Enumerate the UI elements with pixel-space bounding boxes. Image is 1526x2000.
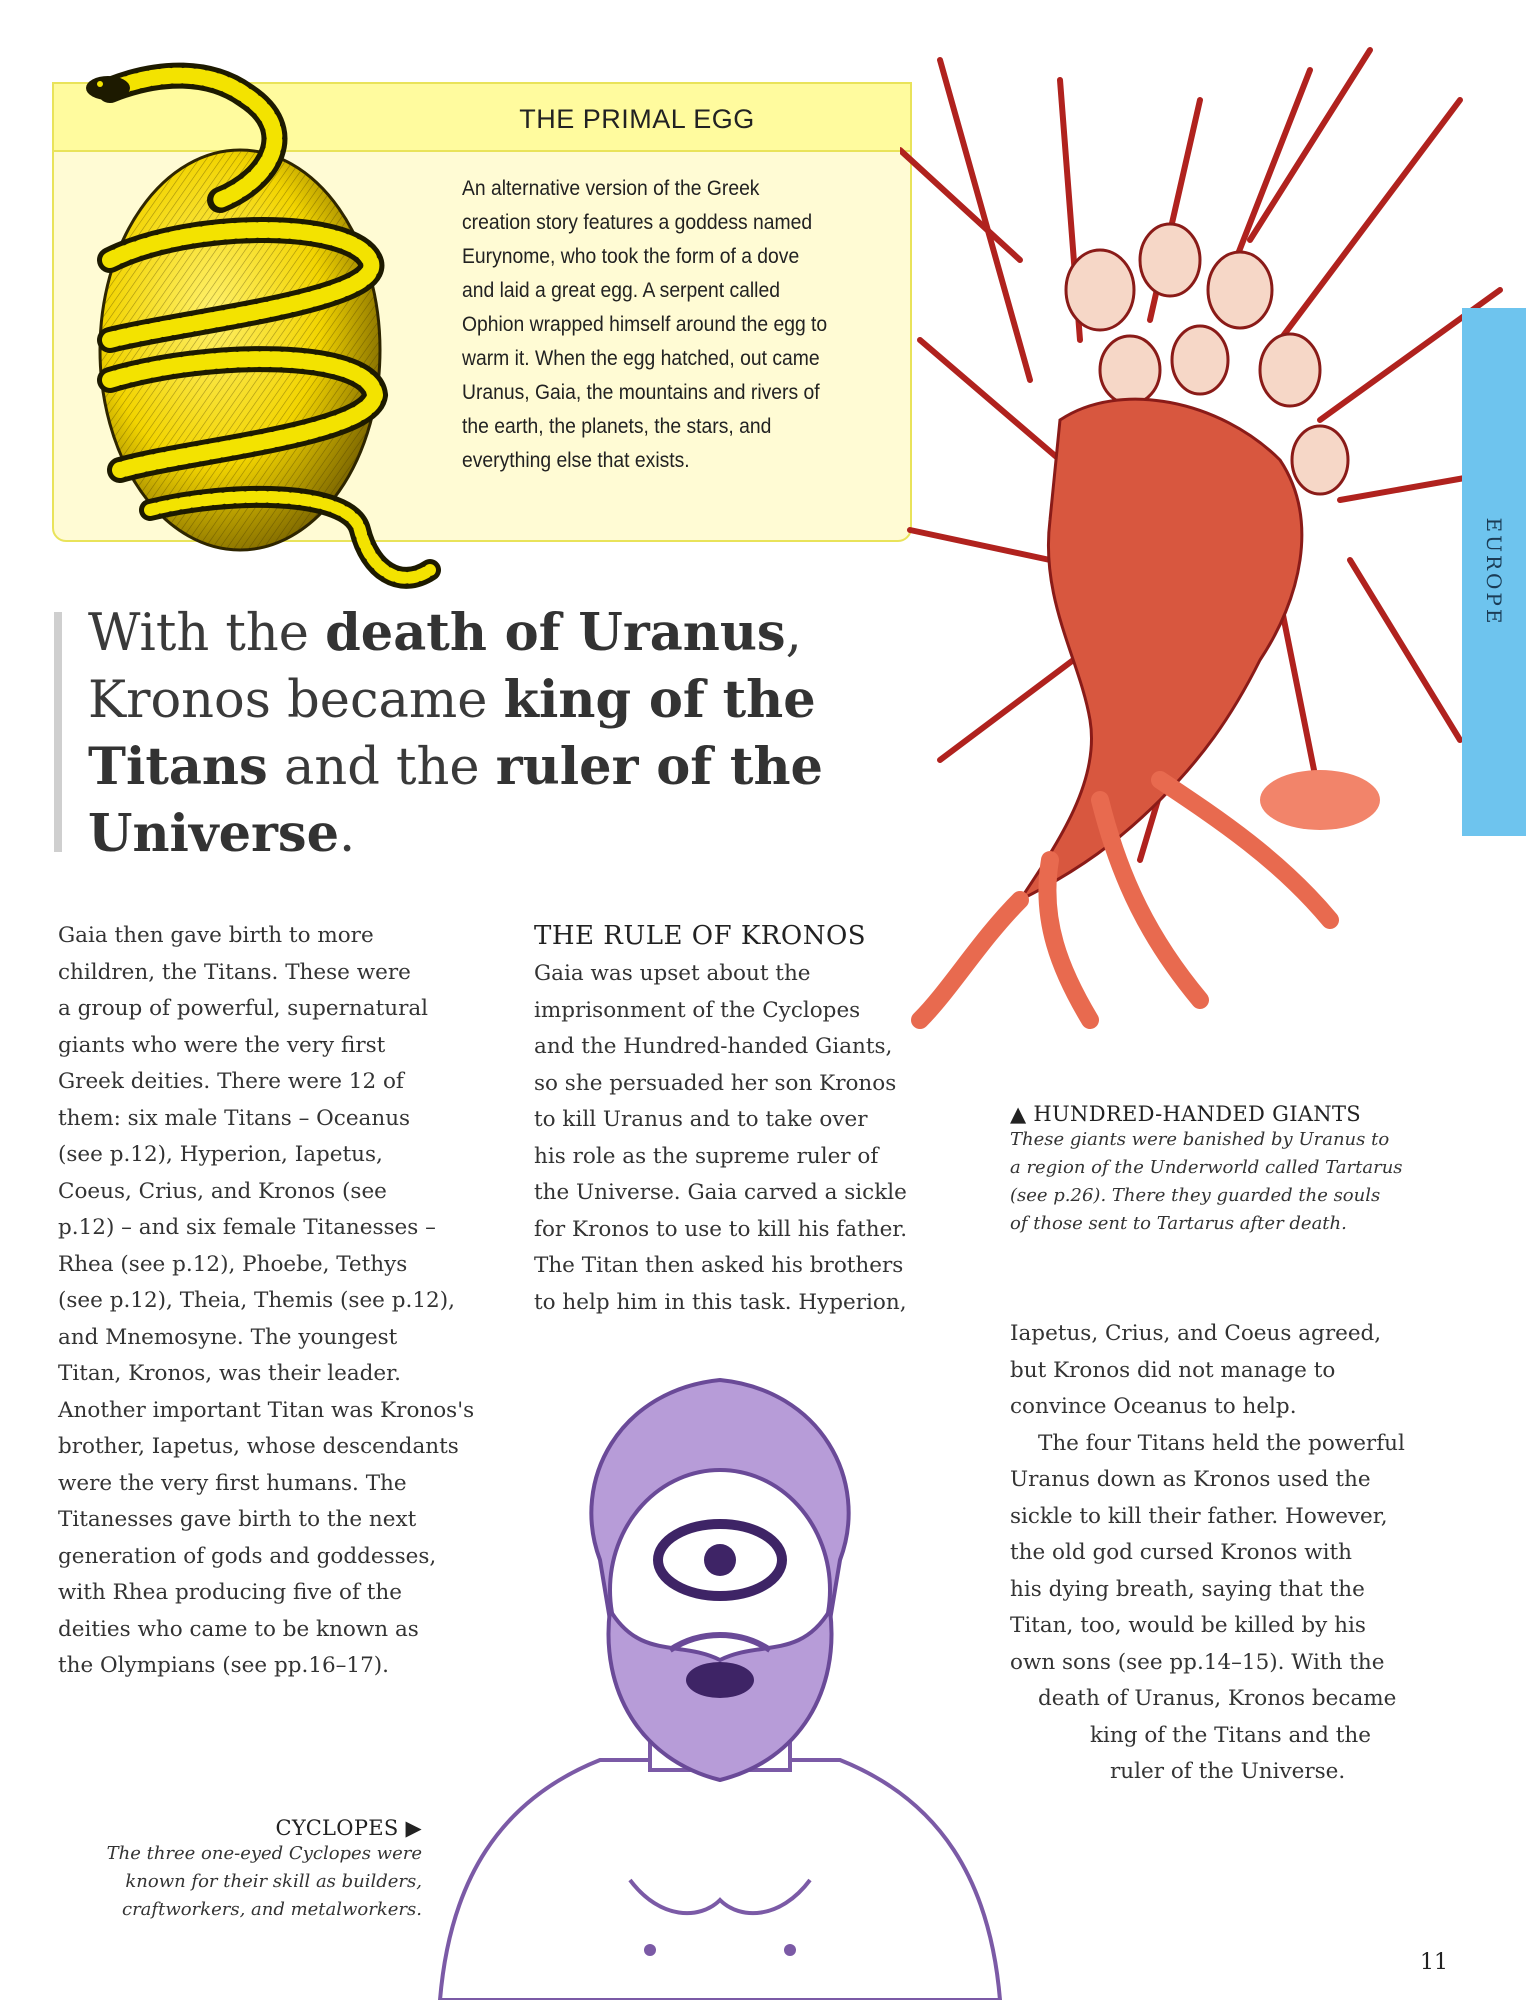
- body-line: imprisonment of the Cyclopes: [534, 997, 861, 1023]
- body-line: Another important Titan was Kronos's: [58, 1397, 475, 1423]
- pull-quote-text: , Kronos became: [88, 604, 802, 730]
- body-line: (see p.12), Theia, Themis (see p.12),: [58, 1288, 455, 1313]
- giants-caption-title: ▲ HUNDRED-HANDED GIANTS: [1010, 1102, 1361, 1126]
- pull-quote-text: and the: [267, 738, 496, 797]
- body-line: deities who came to be known as: [58, 1616, 419, 1642]
- primal-egg-line: creation story features a goddess named: [462, 211, 813, 234]
- body-line: Gaia then gave birth to more: [58, 923, 374, 948]
- body-line: convince Oceanus to help.: [1010, 1394, 1297, 1419]
- pull-quote-emphasis: king of the Titans: [88, 670, 816, 797]
- body-line: so she persuaded her son Kronos: [534, 1070, 897, 1096]
- primal-egg-line: the earth, the planets, the stars, and: [462, 415, 772, 438]
- pull-quote-bar: [54, 612, 62, 852]
- primal-egg-line: warm it. When the egg hatched, out came: [462, 347, 820, 370]
- body-line: and the Hundred-handed Giants,: [534, 1034, 893, 1059]
- body-line: for Kronos to use to kill his father.: [534, 1216, 908, 1242]
- body-line: ruler of the Universe.: [1110, 1759, 1346, 1784]
- section-tab-label: EUROPE: [1482, 517, 1506, 627]
- body-line: the old god cursed Kronos with: [1010, 1540, 1352, 1565]
- section-heading: THE RULE OF KRONOS: [534, 921, 867, 951]
- body-line: his role as the supreme ruler of: [534, 1143, 879, 1169]
- caption-line: The three one-eyed Cyclopes were: [106, 1843, 422, 1864]
- primal-egg-text: [462, 172, 839, 478]
- hundred-handed-giants-illustration: [900, 40, 1526, 1080]
- body-line: with Rhea producing five of the: [58, 1580, 402, 1605]
- body-line: and Mnemosyne. The youngest: [58, 1324, 398, 1350]
- primal-egg-title: THE PRIMAL EGG: [519, 104, 755, 134]
- cyclopes-caption-text: [70, 1840, 422, 1924]
- pull-quote-emphasis: death of Uranus: [325, 603, 786, 663]
- cyclops-body-shape: [440, 1760, 1000, 2000]
- giant-body-shape: [1020, 399, 1302, 900]
- body-line: death of Uranus, Kronos became: [1038, 1686, 1397, 1711]
- body-line: king of the Titans and the: [1090, 1722, 1371, 1748]
- giants-caption-text: [1010, 1126, 1470, 1238]
- body-line: Titan, too, would be killed by his: [1010, 1613, 1366, 1638]
- cyclops-illustration: [400, 1360, 1040, 2000]
- body-line: Greek deities. There were 12 of: [58, 1069, 404, 1094]
- caption-line: These giants were banished by Uranus to: [1010, 1129, 1390, 1150]
- pull-quote-text: With the: [88, 604, 326, 663]
- body-line: were the very first humans. The: [58, 1470, 407, 1496]
- body-line: The Titan then asked his brothers: [534, 1253, 904, 1278]
- primal-egg-line: Ophion wrapped himself around the egg to: [462, 313, 828, 336]
- caption-line: craftworkers, and metalworkers.: [122, 1899, 422, 1920]
- primal-egg-line: Uranus, Gaia, the mountains and rivers of: [462, 381, 820, 404]
- primal-egg-line: Eurynome, who took the form of a dove: [462, 245, 800, 268]
- primal-egg-line: and laid a great egg. A serpent called: [462, 279, 780, 302]
- giants-caption: [1010, 1102, 1470, 1238]
- caption-line: known for their skill as builders,: [125, 1871, 422, 1892]
- body-line: them: six male Titans – Oceanus: [58, 1105, 411, 1131]
- body-line: Titanesses gave birth to the next: [58, 1507, 417, 1532]
- cyclopes-caption: [70, 1816, 422, 1924]
- body-line: (see p.12), Hyperion, Iapetus,: [58, 1142, 383, 1167]
- caption-line: of those sent to Tartarus after death.: [1010, 1213, 1347, 1234]
- body-line: to help him in this task. Hyperion,: [534, 1289, 907, 1315]
- body-line: his dying breath, saying that the: [1010, 1576, 1365, 1602]
- body-line: a group of powerful, supernatural: [58, 996, 429, 1021]
- pull-quote-text: .: [339, 805, 356, 864]
- body-line: own sons (see pp.14–15). With the: [1010, 1649, 1385, 1675]
- body-line: children, the Titans. These were: [58, 959, 411, 985]
- body-line: The four Titans held the powerful: [1038, 1430, 1405, 1456]
- body-line: Iapetus, Crius, and Coeus agreed,: [1010, 1321, 1382, 1346]
- body-line: giants who were the very first: [58, 1032, 386, 1058]
- body-line: Rhea (see p.12), Phoebe, Tethys: [58, 1251, 408, 1277]
- body-line: but Kronos did not manage to: [1010, 1357, 1336, 1383]
- body-line: generation of gods and goddesses,: [58, 1543, 437, 1569]
- caption-line: (see p.26). There they guarded the souls: [1010, 1185, 1381, 1206]
- body-line: to kill Uranus and to take over: [534, 1107, 868, 1132]
- body-line: p.12) – and six female Titanesses –: [58, 1215, 436, 1240]
- body-line: Coeus, Crius, and Kronos (see: [58, 1178, 387, 1204]
- pull-quote-emphasis: ruler of the Universe: [88, 737, 823, 864]
- body-line: the Universe. Gaia carved a sickle: [534, 1180, 907, 1205]
- body-line: Uranus down as Kronos used the: [1010, 1467, 1371, 1492]
- page-number: 11: [1420, 1950, 1448, 1975]
- caption-line: a region of the Underworld called Tartarus: [1010, 1157, 1403, 1178]
- body-line: the Olympians (see pp.16–17).: [58, 1653, 390, 1678]
- primal-egg-line: everything else that exists.: [462, 449, 690, 472]
- body-line: brother, Iapetus, whose descendants: [58, 1434, 459, 1459]
- primal-egg-line: An alternative version of the Greek: [462, 177, 760, 200]
- egg-serpent-illustration: [70, 50, 450, 610]
- cyclopes-caption-title: CYCLOPES ▶: [275, 1816, 422, 1840]
- section-tab-europe[interactable]: [1462, 308, 1526, 836]
- body-line: Gaia was upset about the: [534, 961, 811, 986]
- body-line: Titan, Kronos, was their leader.: [58, 1361, 401, 1386]
- middle-column-text: [534, 918, 944, 1321]
- body-line: sickle to kill their father. However,: [1010, 1503, 1388, 1529]
- right-column-text: [1010, 1316, 1450, 1791]
- pull-quote: [88, 600, 908, 868]
